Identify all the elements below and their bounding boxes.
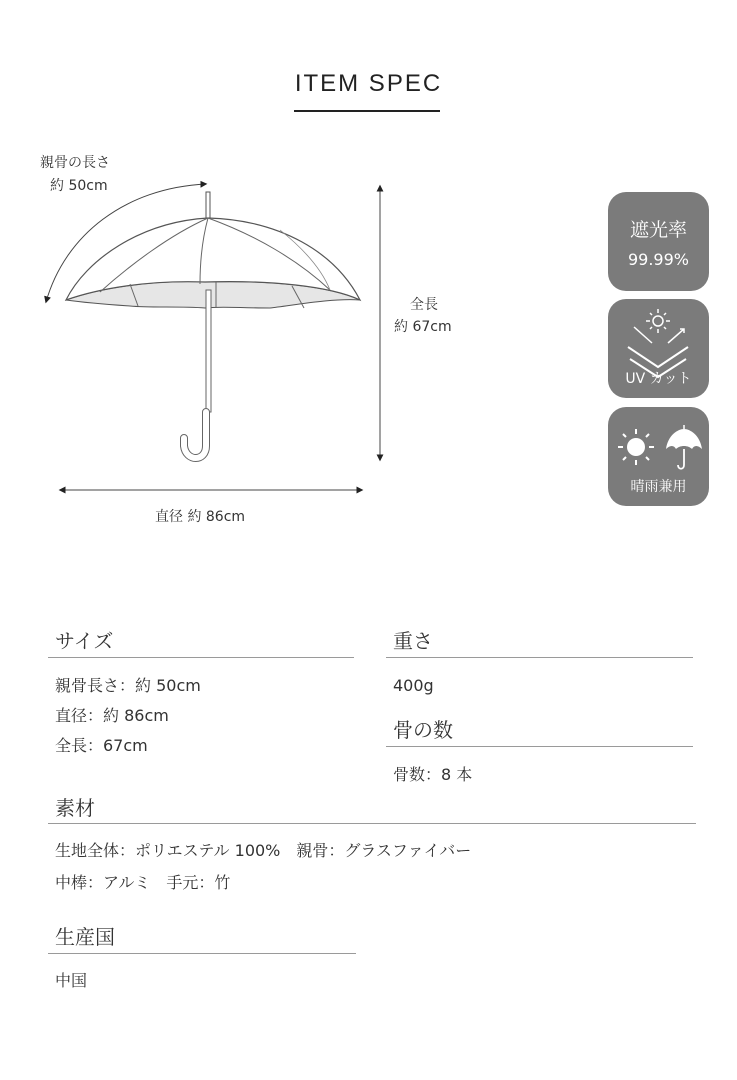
size-heading: サイズ — [55, 629, 114, 653]
sun-rain-caption: 晴雨兼用 — [630, 479, 687, 495]
material-rule — [48, 823, 696, 824]
material-line-1: 生地全体：ポリエステル 100% 親骨：グラスファイバー — [55, 841, 472, 860]
rib-length-value: 約 50cm — [50, 178, 108, 194]
total-length-value: 約 67cm — [394, 319, 452, 335]
material-heading: 素材 — [55, 796, 95, 820]
origin-heading: 生産国 — [55, 925, 115, 949]
umbrella-illustration — [30, 140, 470, 550]
origin-rule — [48, 953, 356, 954]
ribs-value: 骨数：8 本 — [393, 765, 473, 784]
shading-rate-title: 遮光率 — [629, 219, 687, 241]
diameter-label: 直径 約 86cm — [155, 509, 246, 525]
page-title: ITEM SPEC — [294, 70, 443, 97]
size-line-rib: 親骨長さ：約 50cm — [55, 676, 201, 695]
rib-length-label: 親骨の長さ — [40, 155, 110, 171]
weight-rule — [386, 657, 693, 658]
uv-cut-badge — [608, 299, 709, 398]
origin-value: 中国 — [55, 971, 88, 990]
umbrella-diagram — [30, 140, 470, 550]
weight-value: 400g — [393, 676, 434, 695]
material-line-2: 中棒：アルミ 手元：竹 — [55, 873, 231, 892]
size-rule — [48, 657, 354, 658]
total-length-label: 全長 — [410, 297, 438, 313]
weight-heading: 重さ — [393, 629, 433, 653]
shading-rate-badge — [608, 192, 709, 291]
ribs-heading: 骨の数 — [393, 718, 453, 742]
sun-rain-badge — [608, 407, 709, 506]
size-line-length: 全長：67cm — [55, 736, 148, 755]
ribs-rule — [386, 746, 693, 747]
shading-rate-value: 99.99% — [627, 250, 689, 269]
title-underline — [294, 110, 440, 112]
uv-cut-caption: UV カット — [625, 371, 692, 387]
size-line-diameter: 直径：約 86cm — [55, 706, 169, 725]
